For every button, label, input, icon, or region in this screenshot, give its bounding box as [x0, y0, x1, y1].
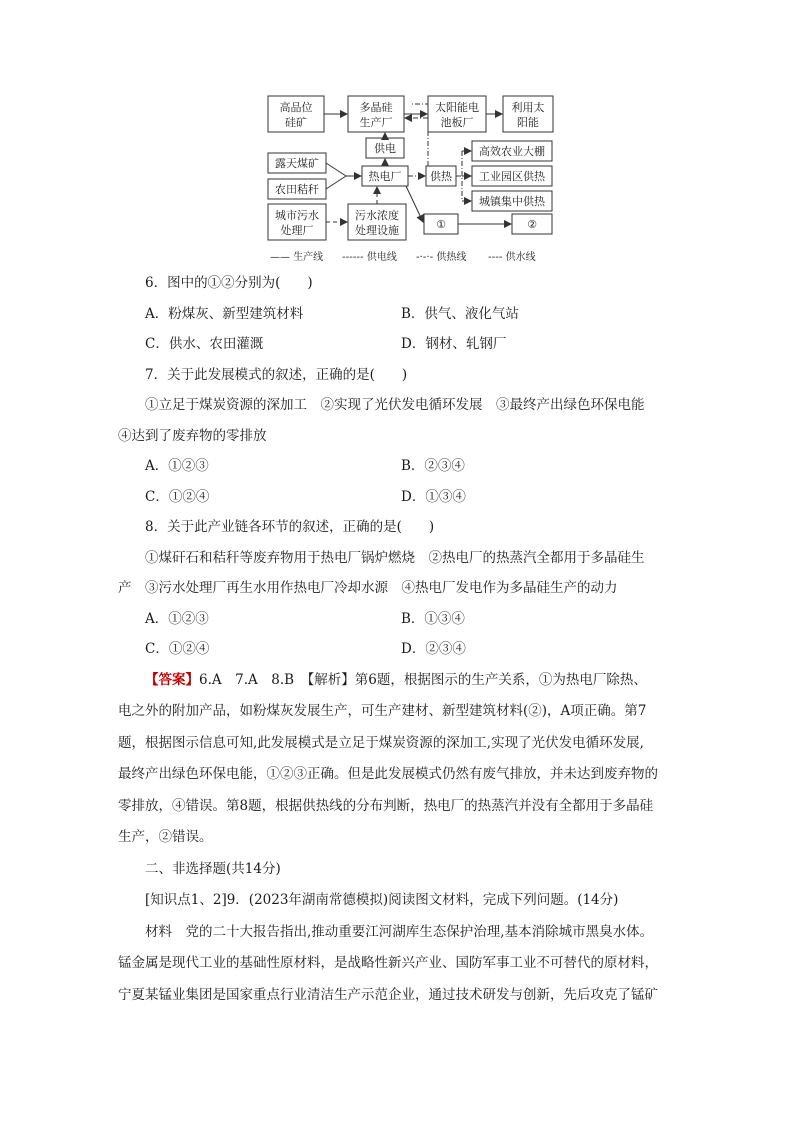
svg-text:太阳能电: 太阳能电 [435, 101, 479, 114]
question-content [118, 268, 678, 1011]
q8-option-b: B．①③④ [401, 610, 465, 627]
q6-options-row2 [118, 329, 678, 360]
q7-option-a: A．①②③ [145, 458, 209, 474]
box-farmland-straw [268, 179, 326, 199]
svg-text:处理厂: 处理厂 [280, 224, 314, 237]
svg-text:农田秸秆: 农田秸秆 [275, 183, 319, 196]
legend-production-line: —— 生产线 [270, 252, 324, 263]
svg-text:污水浓度: 污水浓度 [355, 209, 399, 222]
answer-line3: 题，根据图示信息可知,此发展模式是立足于煤炭资源的深加工,实现了光伏发电循环发展, [118, 734, 644, 751]
q8-option-c: C．①②④ [145, 641, 210, 657]
industrial-chain-diagram [250, 86, 560, 268]
box-urban-sewage-plant [268, 204, 326, 240]
q7-option-c: C．①②④ [145, 488, 210, 505]
q9-stem: [知识点1、2]9．(2023年湖南常德模拟)阅读图文材料，完成下列问题。(14分) [145, 892, 619, 908]
q7-stem: 7．关于此发展模式的叙述，正确的是( ) [145, 366, 408, 383]
box-high-grade-silicon-ore [268, 96, 324, 132]
answer-line4: 最终产出绿色环保电能，①②③正确。但是此发展模式仍然有废气排放，并未达到废弃物的 [118, 766, 658, 782]
q7-option-d: D．①③④ [401, 488, 466, 505]
box-product-2 [512, 214, 552, 234]
q8-stem: 8．关于此产业链各环节的叙述，正确的是( ) [145, 519, 435, 535]
legend-heat-line: -·-·- 供热线 [416, 252, 467, 263]
q7-options-row1 [118, 451, 678, 482]
legend-power-line: ------ 供电线 [342, 252, 397, 263]
material-line2: 锰金属是现代工业的基础性原材料，是战略性新兴产业、国防军事工业不可替代的原材料， [118, 955, 658, 971]
q6-option-d: D．钢材、轧钢厂 [401, 336, 507, 352]
q6-option-b: B．供气、液化气站 [401, 305, 519, 322]
svg-text:生产厂: 生产厂 [359, 116, 393, 129]
q7-option-b: B．②③④ [401, 458, 465, 474]
box-product-1 [424, 214, 458, 234]
q8-option-a: A．①②③ [145, 610, 209, 627]
q6-options-row1 [118, 299, 678, 330]
q8-option-d: D．②③④ [401, 641, 466, 657]
svg-text:②: ② [527, 218, 537, 231]
svg-text:热电厂: 热电厂 [368, 170, 402, 183]
answer-line5: 零排放，④错误。第8题，根据供热线的分布判断，热电厂的热蒸汽并没有全都用于多晶硅 [118, 797, 654, 814]
box-polysilicon-plant [348, 96, 404, 132]
q8-options-row1 [118, 604, 678, 635]
q8-options-row2 [118, 634, 678, 665]
q8-statements-line2: 产 ③污水处理厂再生水用作热电厂冷却水源 ④热电厂发电作为多晶硅生产的动力 [118, 580, 618, 596]
box-efficient-greenhouse [472, 141, 552, 161]
answer-line6: 生产，②错误。 [118, 829, 213, 845]
q6-stem: 6．图中的①②分别为( ) [145, 275, 313, 291]
svg-text:利用太: 利用太 [511, 101, 545, 114]
box-use-solar-energy [503, 96, 553, 132]
box-open-pit-coal-mine [268, 153, 326, 173]
svg-text:高品位: 高品位 [279, 101, 313, 114]
box-sewage-concentration-facility [348, 204, 406, 240]
svg-text:处理设施: 处理设施 [355, 224, 399, 237]
svg-text:硅矿: 硅矿 [285, 116, 307, 129]
svg-text:供热: 供热 [430, 170, 452, 183]
box-town-central-heat [472, 191, 552, 211]
answer-line1: 【答案】6.A 7.A 8.B 【解析】第6题，根据图示的生产关系，①为热电厂除热、 [145, 671, 647, 688]
material-line3: 宁夏某锰业集团是国家重点行业清洁生产示范企业，通过技术研发与创新，先后攻克了锰矿 [118, 986, 658, 1003]
q8-statements-line1: ①煤矸石和秸秆等废弃物用于热电厂锅炉燃烧 ②热电厂的热蒸汽全都用于多晶硅生 [145, 549, 645, 566]
answer-label: 【答案】 [145, 671, 199, 688]
q7-options-row2 [118, 482, 678, 513]
svg-text:工业园区供热: 工业园区供热 [479, 170, 545, 183]
q6-option-c: C．供水、农田灌溉 [145, 336, 264, 352]
section2-title: 二、非选择题(共14分) [145, 860, 281, 877]
q7-statements-line2: ④达到了废弃物的零排放 [118, 427, 267, 444]
legend-water-line: ---- 供水线 [488, 252, 536, 263]
box-power-supply [366, 138, 404, 158]
q6-option-a: A．粉煤灰、新型建筑材料 [145, 305, 304, 322]
box-solar-panel-plant [428, 96, 486, 132]
svg-text:高效农业大棚: 高效农业大棚 [479, 145, 545, 158]
material-line1: 材料 党的二十大报告指出,推动重要江河湖库生态保护治理,基本消除城市黑臭水体。 [145, 923, 654, 940]
svg-text:城市污水: 城市污水 [275, 209, 319, 222]
svg-text:池板厂: 池板厂 [440, 116, 474, 129]
svg-text:多晶硅: 多晶硅 [359, 101, 393, 114]
svg-text:城镇集中供热: 城镇集中供热 [479, 195, 545, 208]
svg-text:阳能: 阳能 [517, 116, 539, 129]
answer-line2: 电之外的附加产品，如粉煤灰发展生产，可生产建材、新型建筑材料(②)，A项正确。第7 [118, 703, 647, 719]
q7-statements-line1: ①立足于煤炭资源的深加工 ②实现了光伏发电循环发展 ③最终产出绿色环保电能 [145, 397, 645, 413]
box-thermal-power-plant [362, 166, 408, 186]
box-industrial-park-heat [472, 166, 552, 186]
box-heat-supply [426, 166, 456, 186]
svg-text:露天煤矿: 露天煤矿 [275, 157, 319, 170]
svg-text:供电: 供电 [374, 142, 396, 155]
svg-text:①: ① [436, 218, 446, 231]
